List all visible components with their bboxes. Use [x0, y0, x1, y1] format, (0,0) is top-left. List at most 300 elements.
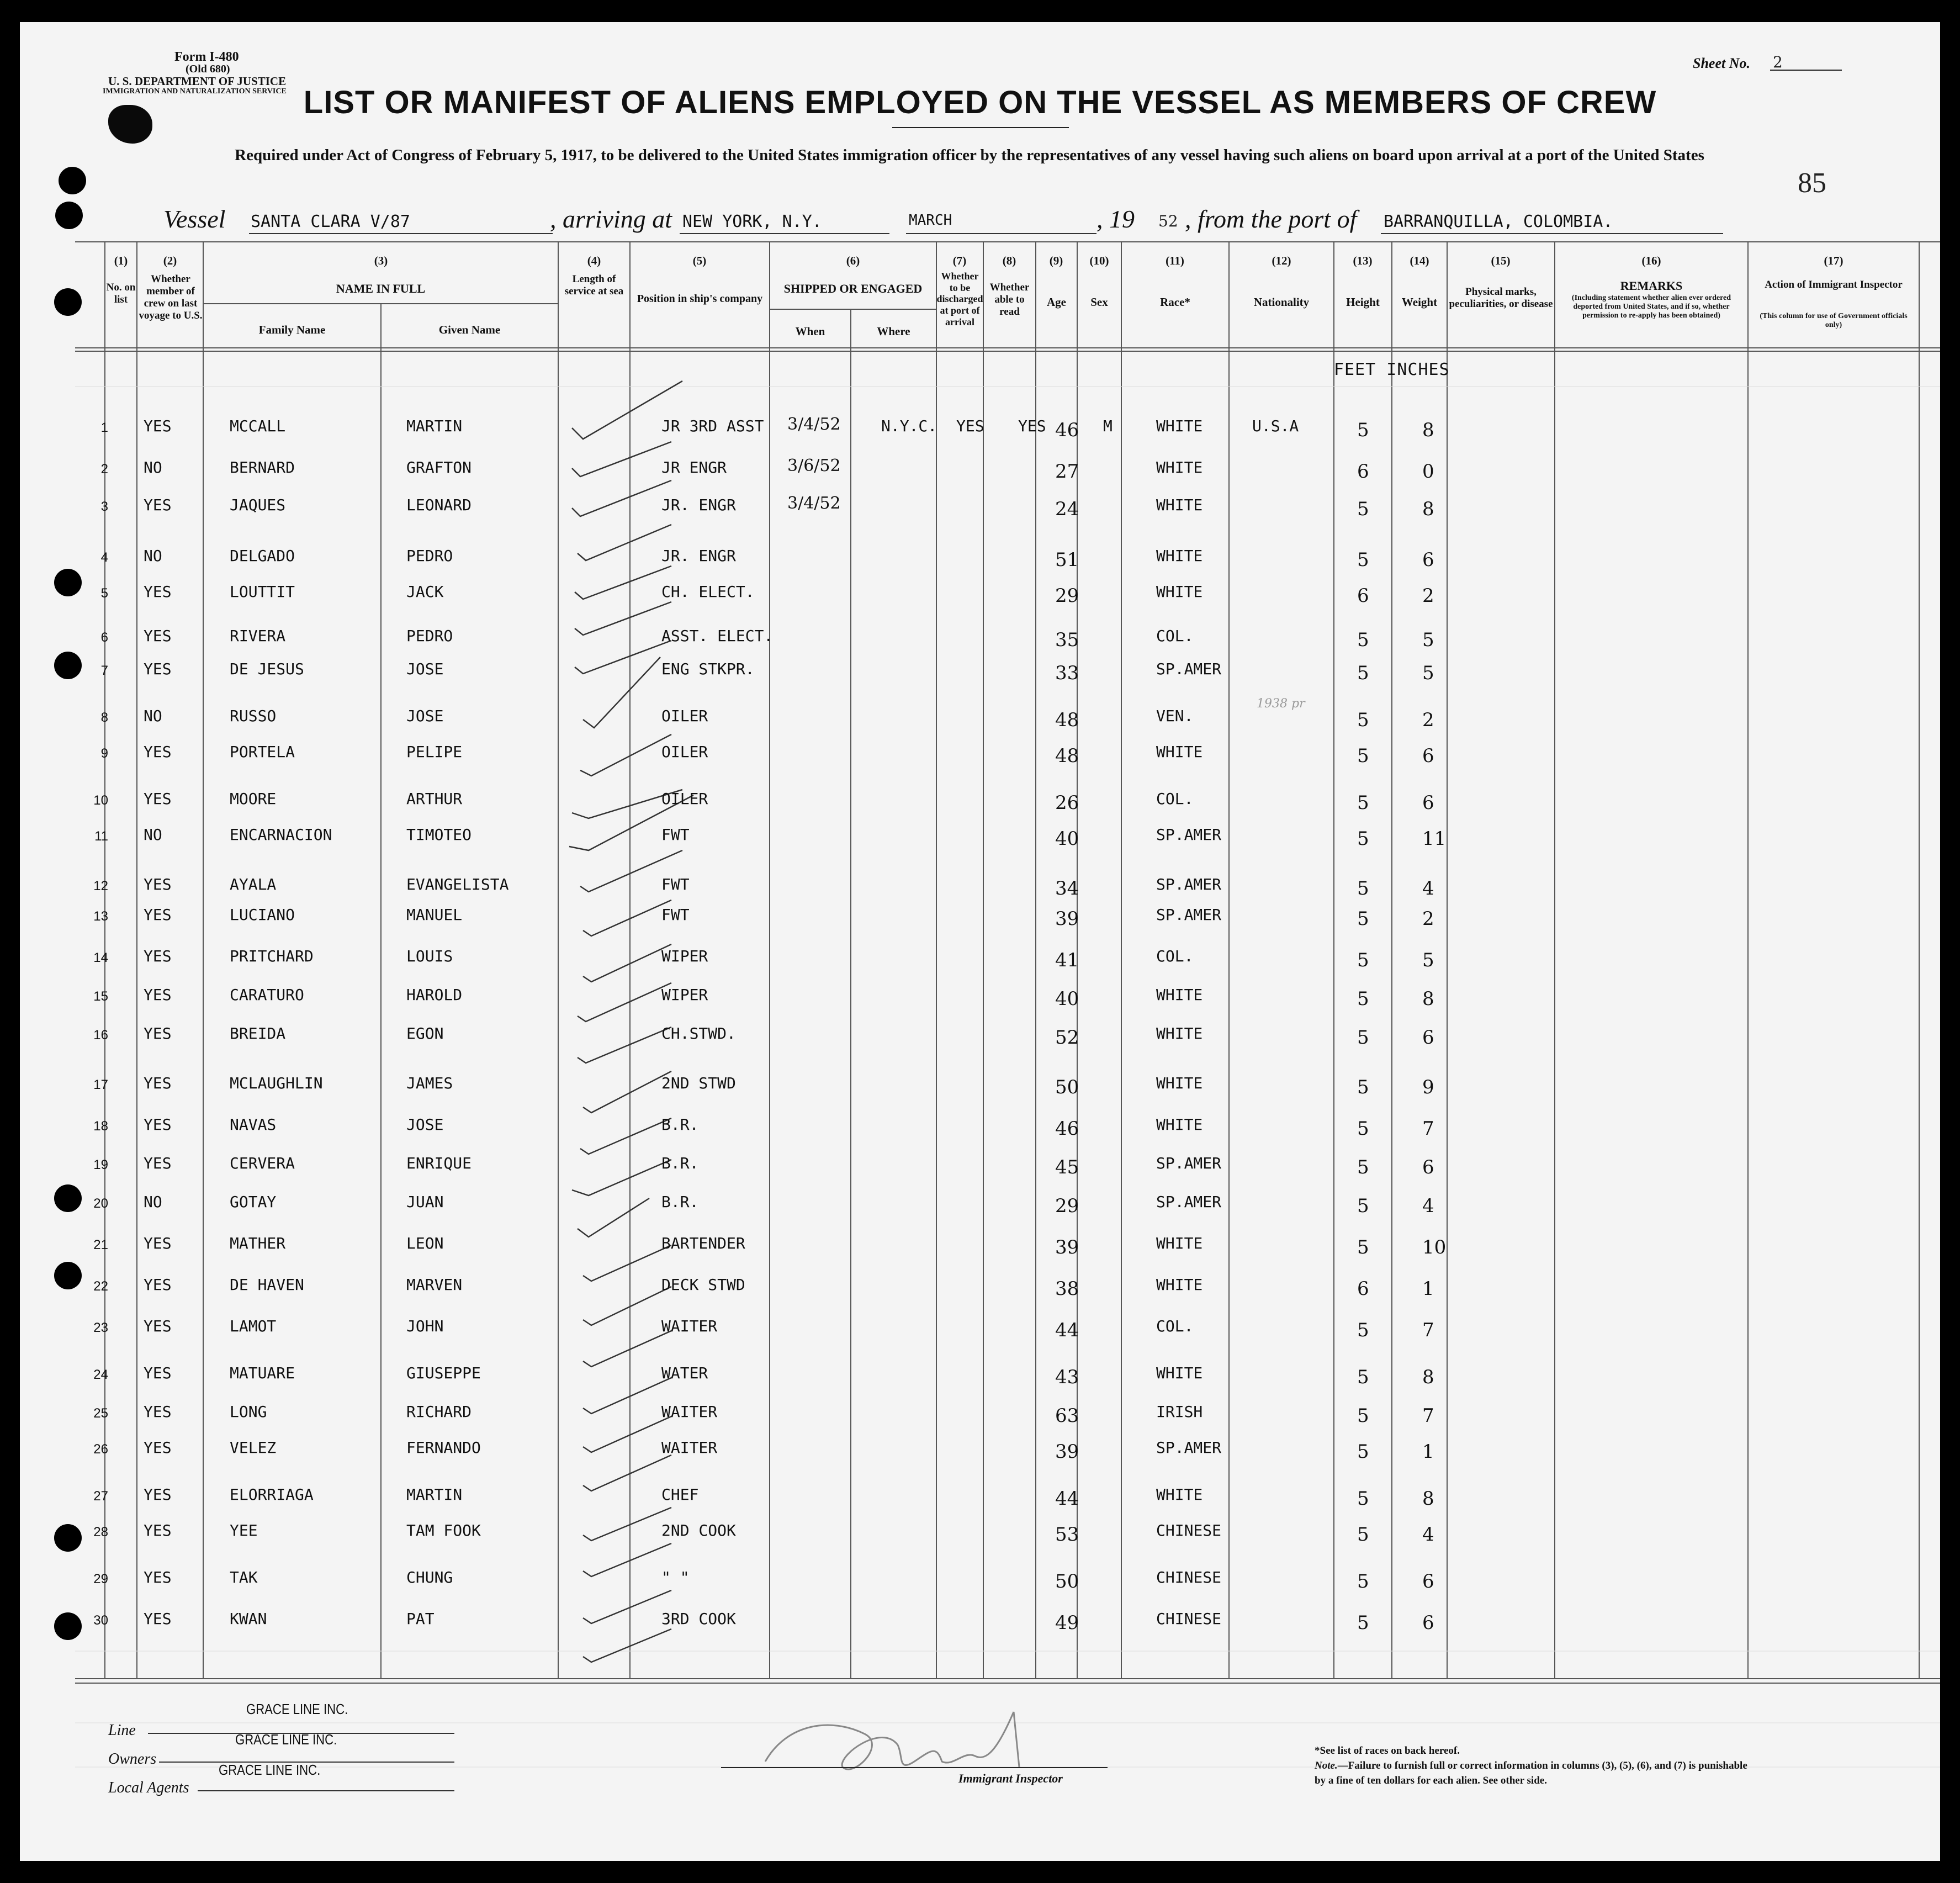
cell-given: PEDRO — [406, 627, 453, 645]
col16-header: REMARKS — [1620, 279, 1683, 293]
cell-last: YES — [144, 906, 172, 924]
cell-no: 27 — [93, 1489, 108, 1504]
cell-no: 12 — [93, 879, 108, 893]
sheet-label: Sheet No. — [1693, 55, 1750, 71]
cell-position: CH. ELECT. — [661, 583, 755, 601]
column-number: (5) — [692, 254, 707, 267]
cell-in: 6 — [1422, 1612, 1434, 1634]
col4-header: Length of service at sea — [564, 273, 624, 297]
service: IMMIGRATION AND NATURALIZATION SERVICE — [103, 87, 287, 96]
cell-in: 5 — [1422, 662, 1434, 684]
cell-family: GOTAY — [230, 1193, 277, 1211]
cell-family: LAMOT — [230, 1317, 277, 1335]
cell-no: 19 — [93, 1157, 108, 1172]
cell-age: 51 — [1055, 549, 1079, 571]
cell-ft: 5 — [1357, 792, 1369, 814]
column-number: (1) — [114, 254, 128, 267]
column-number: (11) — [1166, 254, 1184, 267]
cell-no: 14 — [93, 950, 108, 965]
cell-no: 28 — [93, 1525, 108, 1540]
year-prefix: , 19 — [1096, 205, 1135, 233]
cell-last: YES — [144, 1485, 172, 1504]
cell-position: 2ND COOK — [661, 1521, 736, 1540]
column-number: (3) — [374, 254, 388, 267]
cell-in: 5 — [1422, 949, 1434, 971]
cell-ft: 5 — [1357, 745, 1369, 767]
cell-race: WHITE — [1156, 743, 1203, 761]
cell-age: 45 — [1055, 1156, 1079, 1178]
col3-given-header: Given Name — [438, 323, 501, 336]
column-number: (8) — [1002, 254, 1016, 267]
col15-header: Physical marks, peculiarities, or disease — [1449, 286, 1553, 310]
cell-position: WAITER — [661, 1403, 718, 1421]
year-suffix: 52 — [1158, 212, 1178, 230]
cell-given: CHUNG — [406, 1568, 453, 1586]
owners-value: GRACE LINE INC. — [235, 1731, 337, 1748]
column-number: (17) — [1824, 254, 1844, 267]
cell-position: 3RD COOK — [661, 1610, 736, 1628]
vessel-label: Vessel — [163, 205, 226, 233]
cell-ft: 5 — [1357, 949, 1369, 971]
cell-race: COL. — [1156, 790, 1194, 808]
cell-when: 3/4/52 — [787, 415, 841, 434]
cell-in: 8 — [1422, 419, 1434, 441]
cell-race: WHITE — [1156, 1024, 1203, 1043]
cell-age: 39 — [1055, 1441, 1079, 1463]
cell-position: B.R. — [661, 1115, 699, 1134]
col12-header: Nationality — [1253, 295, 1310, 309]
cell-ft: 5 — [1357, 549, 1369, 571]
department: U. S. DEPARTMENT OF JUSTICE — [108, 75, 287, 88]
cell-last: YES — [144, 986, 172, 1004]
cell-ft: 5 — [1357, 908, 1369, 930]
cell-given: LOUIS — [406, 947, 453, 965]
cell-in: 7 — [1422, 1118, 1434, 1140]
cell-age: 43 — [1055, 1366, 1079, 1388]
cell-ft: 5 — [1357, 1195, 1369, 1217]
cell-ft: 5 — [1357, 1236, 1369, 1258]
cell-no: 25 — [93, 1406, 108, 1421]
cell-in: 5 — [1422, 629, 1434, 651]
cell-position: JR ENGR — [661, 458, 727, 477]
cell-family: ELORRIAGA — [230, 1485, 314, 1504]
cell-position: ASST. ELECT. — [661, 627, 774, 645]
agents-label: Local Agents — [108, 1779, 189, 1796]
cell-given: PAT — [406, 1610, 435, 1628]
cell-last: YES — [144, 1074, 172, 1092]
from-label: , from the port of — [1185, 205, 1357, 233]
col7-header: Whether to be discharged at port of arrival — [936, 271, 983, 327]
cell-position: JR 3RD ASST — [661, 417, 764, 435]
cell-age: 29 — [1055, 585, 1079, 607]
cell-family: LUCIANO — [230, 906, 295, 924]
cell-last: YES — [144, 1234, 172, 1252]
cell-ft: 5 — [1357, 1570, 1369, 1593]
cell-given: LEONARD — [406, 496, 472, 514]
cell-race: CHINESE — [1156, 1521, 1222, 1540]
inspector-label: Immigrant Inspector — [958, 1771, 1063, 1785]
cell-ft: 5 — [1357, 709, 1369, 731]
cell-race: WHITE — [1156, 1074, 1203, 1092]
cell-sex: M — [1103, 417, 1113, 435]
col14-header: Weight — [1401, 295, 1438, 309]
cell-last: YES — [144, 1154, 172, 1172]
cell-no: 3 — [100, 499, 108, 514]
cell-no: 17 — [93, 1077, 108, 1092]
cell-last: YES — [144, 1610, 172, 1628]
cell-age: 29 — [1055, 1195, 1079, 1217]
page-number: 85 — [1798, 167, 1826, 199]
cell-last: YES — [144, 1438, 172, 1457]
cell-family: RIVERA — [230, 627, 286, 645]
cell-position: FWT — [661, 906, 690, 924]
column-number: (14) — [1410, 254, 1429, 267]
cell-age: 63 — [1055, 1405, 1079, 1427]
cell-no: 20 — [93, 1196, 108, 1211]
cell-ft: 5 — [1357, 1118, 1369, 1140]
cell-when: 3/4/52 — [787, 494, 841, 513]
cell-age: 40 — [1055, 988, 1079, 1010]
line-label: Line — [108, 1722, 136, 1739]
cell-position: WATER — [661, 1364, 708, 1382]
cell-no: 30 — [93, 1613, 108, 1628]
cell-race: SP.AMER — [1156, 1438, 1222, 1457]
cell-in: 6 — [1422, 1570, 1434, 1593]
cell-given: ENRIQUE — [406, 1154, 472, 1172]
cell-race: SP.AMER — [1156, 906, 1222, 924]
cell-in: 0 — [1422, 461, 1434, 483]
cell-last: YES — [144, 1115, 172, 1134]
form-number: Form I-480 — [174, 50, 239, 64]
cell-ft: 6 — [1357, 461, 1369, 483]
cell-position: " " — [661, 1568, 690, 1586]
arriving-port: NEW YORK, N.Y. — [682, 212, 822, 231]
cell-family: DE HAVEN — [230, 1276, 304, 1294]
column-number: (15) — [1491, 254, 1511, 267]
cell-in: 2 — [1422, 908, 1434, 930]
cell-in: 8 — [1422, 498, 1434, 520]
cell-no: 10 — [93, 793, 108, 808]
cell-ft: 5 — [1357, 629, 1369, 651]
cell-position: WIPER — [661, 947, 708, 965]
cell-position: CH.STWD. — [661, 1024, 736, 1043]
cell-last: YES — [144, 743, 172, 761]
cell-nationality: U.S.A — [1252, 417, 1299, 435]
cell-position: FWT — [661, 875, 690, 893]
cell-in: 4 — [1422, 1524, 1434, 1546]
column-number: (6) — [846, 254, 860, 267]
cell-in: 6 — [1422, 1156, 1434, 1178]
cell-in: 1 — [1422, 1441, 1434, 1463]
cell-race: WHITE — [1156, 1485, 1203, 1504]
cell-no: 15 — [93, 989, 108, 1004]
cell-in: 8 — [1422, 1366, 1434, 1388]
col11-header: Race* — [1160, 295, 1190, 309]
cell-family: LOUTTIT — [230, 583, 295, 601]
cell-family: PORTELA — [230, 743, 295, 761]
cell-age: 46 — [1055, 419, 1079, 441]
cell-ft: 5 — [1357, 1612, 1369, 1634]
cell-in: 11 — [1422, 828, 1447, 850]
cell-last: NO — [144, 826, 162, 844]
cell-last: NO — [144, 707, 162, 725]
cell-position: DECK STWD — [661, 1276, 745, 1294]
cell-last: YES — [144, 1364, 172, 1382]
cell-last: YES — [144, 947, 172, 965]
cell-position: OILER — [661, 707, 708, 725]
cell-in: 4 — [1422, 877, 1434, 900]
col2-header: Whether member of crew on last voyage to U.S. — [139, 273, 203, 321]
cell-race: COL. — [1156, 1317, 1194, 1335]
cell-given: JAMES — [406, 1074, 453, 1092]
cell-given: RICHARD — [406, 1403, 472, 1421]
cell-in: 7 — [1422, 1405, 1434, 1427]
arrival-month: MARCH — [909, 212, 952, 229]
cell-position: CHEF — [661, 1485, 699, 1504]
fine-note — [1315, 1759, 1756, 1788]
cell-ft: 6 — [1357, 585, 1369, 607]
cell-last: YES — [144, 1276, 172, 1294]
cell-in: 2 — [1422, 709, 1434, 731]
cell-family: CARATURO — [230, 986, 304, 1004]
cell-race: WHITE — [1156, 458, 1203, 477]
cell-no: 21 — [93, 1237, 108, 1252]
cell-last: YES — [144, 1317, 172, 1335]
cell-in: 6 — [1422, 1027, 1434, 1049]
cell-age: 44 — [1055, 1488, 1079, 1510]
cell-family: JAQUES — [230, 496, 286, 514]
old-form-number: (Old 680) — [186, 63, 230, 75]
cell-position: OILER — [661, 790, 708, 808]
col17-header: Action of Immigrant Inspector — [1765, 279, 1903, 290]
cell-race: CHINESE — [1156, 1568, 1222, 1586]
underline — [198, 1790, 454, 1791]
cell-in: 7 — [1422, 1319, 1434, 1341]
cell-position: ENG STKPR. — [661, 660, 755, 678]
line-value: GRACE LINE INC. — [246, 1701, 348, 1717]
cell-race: WHITE — [1156, 1115, 1203, 1134]
cell-age: 33 — [1055, 662, 1079, 684]
cell-family: MCLAUGHLIN — [230, 1074, 323, 1092]
cell-when: 3/6/52 — [787, 456, 841, 475]
cell-last: YES — [144, 417, 172, 435]
cell-in: 8 — [1422, 988, 1434, 1010]
note-label: Note. — [1315, 1760, 1338, 1771]
cell-last: YES — [144, 875, 172, 893]
cell-race: WHITE — [1156, 583, 1203, 601]
cell-last: YES — [144, 1568, 172, 1586]
col1-header: No. on list — [106, 282, 136, 305]
cell-given: JACK — [406, 583, 444, 601]
cell-position: WIPER — [661, 986, 708, 1004]
cell-given: MARTIN — [406, 1485, 463, 1504]
cell-family: RUSSO — [230, 707, 277, 725]
column-number: (16) — [1641, 254, 1661, 267]
cell-family: KWAN — [230, 1610, 267, 1628]
cell-position: 2ND STWD — [661, 1074, 736, 1092]
cell-note: 1938 pr — [1257, 697, 1305, 711]
cell-given: FERNANDO — [406, 1438, 481, 1457]
col17-subheader: (This column for use of Government officials only) — [1760, 312, 1908, 330]
cell-no: 1 — [100, 420, 108, 435]
cell-age: 27 — [1055, 461, 1079, 483]
cell-family: CERVERA — [230, 1154, 295, 1172]
cell-last: NO — [144, 458, 162, 477]
cell-family: MCCALL — [230, 417, 286, 435]
cell-last: YES — [144, 627, 172, 645]
cell-no: 29 — [93, 1572, 108, 1586]
cell-given: ARTHUR — [406, 790, 463, 808]
col3-family-header: Family Name — [258, 323, 326, 336]
cell-age: 44 — [1055, 1319, 1079, 1341]
cell-position: JR. ENGR — [661, 547, 736, 565]
cell-position: BARTENDER — [661, 1234, 745, 1252]
cell-age: 39 — [1055, 1236, 1079, 1258]
cell-given: PELIPE — [406, 743, 463, 761]
cell-race: WHITE — [1156, 1276, 1203, 1294]
cell-position: WAITER — [661, 1438, 718, 1457]
cell-position: JR. ENGR — [661, 496, 736, 514]
cell-age: 53 — [1055, 1524, 1079, 1546]
cell-race: SP.AMER — [1156, 875, 1222, 893]
cell-last: NO — [144, 547, 162, 565]
cell-given: EVANGELISTA — [406, 875, 509, 893]
cell-race: COL. — [1156, 627, 1194, 645]
cell-family: MATHER — [230, 1234, 286, 1252]
cell-family: NAVAS — [230, 1115, 277, 1134]
cell-ft: 5 — [1357, 1488, 1369, 1510]
cell-race: SP.AMER — [1156, 1193, 1222, 1211]
cell-ft: 5 — [1357, 498, 1369, 520]
cell-given: JOSE — [406, 707, 444, 725]
vessel-name: SANTA CLARA V/87 — [251, 212, 410, 231]
cell-race: IRISH — [1156, 1403, 1203, 1421]
races-note: *See list of races on back hereof. — [1315, 1745, 1460, 1757]
owners-label: Owners — [108, 1750, 157, 1768]
cell-in: 6 — [1422, 792, 1434, 814]
cell-position: B.R. — [661, 1154, 699, 1172]
cell-last: NO — [144, 1193, 162, 1211]
cell-race: SP.AMER — [1156, 660, 1222, 678]
cell-family: LONG — [230, 1403, 267, 1421]
cell-last: YES — [144, 1403, 172, 1421]
cell-ft: 5 — [1357, 1405, 1369, 1427]
col3-header: NAME IN FULL — [336, 282, 426, 295]
cell-age: 34 — [1055, 877, 1079, 900]
cell-no: 5 — [100, 586, 108, 601]
cell-last: YES — [144, 496, 172, 514]
cell-no: 23 — [93, 1320, 108, 1335]
column-number: (13) — [1353, 254, 1373, 267]
cell-given: MARVEN — [406, 1276, 463, 1294]
cell-ft: 5 — [1357, 1319, 1369, 1341]
cell-last: YES — [144, 1521, 172, 1540]
cell-ft: 5 — [1357, 988, 1369, 1010]
cell-age: 50 — [1055, 1076, 1079, 1098]
cell-no: 11 — [94, 829, 108, 844]
cell-age: 52 — [1055, 1027, 1079, 1049]
cell-position: WAITER — [661, 1317, 718, 1335]
cell-given: MARTIN — [406, 417, 463, 435]
col13-header: Height — [1346, 295, 1380, 309]
cell-age: 26 — [1055, 792, 1079, 814]
cell-family: BERNARD — [230, 458, 295, 477]
note-text: —Failure to furnish full or correct information in columns (3), (5), (6), and (7) is punishable by a fine of ten dollars for each alien. See other side. — [1315, 1760, 1747, 1786]
column-number: (9) — [1049, 254, 1063, 267]
cell-family: MATUARE — [230, 1364, 295, 1382]
col10-header: Sex — [1090, 295, 1108, 309]
cell-no: 8 — [100, 710, 108, 725]
cell-age: 49 — [1055, 1612, 1079, 1634]
page-title: LIST OR MANIFEST OF ALIENS EMPLOYED ON THE VESSEL AS MEMBERS OF CREW — [303, 84, 1657, 120]
col5-header: Position in ship's company — [637, 293, 763, 305]
cell-given: LEON — [406, 1234, 444, 1252]
cell-family: BREIDA — [230, 1024, 286, 1043]
cell-given: HAROLD — [406, 986, 463, 1004]
cell-last: YES — [144, 790, 172, 808]
cell-no: 9 — [100, 746, 108, 761]
manifest-sheet — [20, 22, 1940, 1861]
cell-given: GIUSEPPE — [406, 1364, 481, 1382]
cell-age: 38 — [1055, 1278, 1079, 1300]
cell-family: TAK — [230, 1568, 258, 1586]
col6-when-header: When — [795, 325, 825, 338]
cell-in: 10 — [1422, 1236, 1447, 1258]
cell-given: JOSE — [406, 660, 444, 678]
column-number: (12) — [1272, 254, 1291, 267]
cell-given: MANUEL — [406, 906, 463, 924]
cell-ft: 5 — [1357, 1027, 1369, 1049]
cell-last: YES — [144, 583, 172, 601]
cell-age: 39 — [1055, 908, 1079, 930]
cell-in: 1 — [1422, 1278, 1434, 1300]
cell-last: YES — [144, 660, 172, 678]
cell-age: 48 — [1055, 745, 1079, 767]
cell-race: WHITE — [1156, 496, 1203, 514]
cell-in: 8 — [1422, 1488, 1434, 1510]
cell-race: WHITE — [1156, 417, 1203, 435]
signature-line — [721, 1767, 1108, 1768]
from-port: BARRANQUILLA, COLOMBIA. — [1384, 212, 1613, 231]
cell-ft: 5 — [1357, 1076, 1369, 1098]
sheet-number: 2 — [1773, 53, 1783, 71]
cell-no: 24 — [93, 1367, 108, 1382]
cell-position: B.R. — [661, 1193, 699, 1211]
cell-family: YEE — [230, 1521, 258, 1540]
cell-given: TAM FOOK — [406, 1521, 481, 1540]
cell-age: 24 — [1055, 498, 1079, 520]
col6-header: SHIPPED OR ENGAGED — [783, 282, 923, 295]
cell-no: 2 — [100, 462, 108, 477]
cell-in: 4 — [1422, 1195, 1434, 1217]
cell-ft: 5 — [1357, 828, 1369, 850]
cell-read: YES — [1018, 417, 1046, 435]
cell-given: PEDRO — [406, 547, 453, 565]
cell-given: JOSE — [406, 1115, 444, 1134]
cell-family: ENCARNACION — [230, 826, 332, 844]
col16-subheader: (Including statement whether alien ever ordered deported from United States, and if so, whether permission to re-apply has been obtained) — [1571, 294, 1731, 320]
cell-race: VEN. — [1156, 707, 1194, 725]
cell-given: JUAN — [406, 1193, 444, 1211]
column-number: (2) — [163, 254, 177, 267]
cell-family: AYALA — [230, 875, 277, 893]
cell-no: 7 — [100, 663, 108, 678]
arriving-label: , arriving at — [550, 205, 672, 233]
cell-given: JOHN — [406, 1317, 444, 1335]
cell-race: CHINESE — [1156, 1610, 1222, 1628]
col8-header: Whether able to read — [989, 282, 1030, 318]
cell-ft: 6 — [1357, 1278, 1369, 1300]
